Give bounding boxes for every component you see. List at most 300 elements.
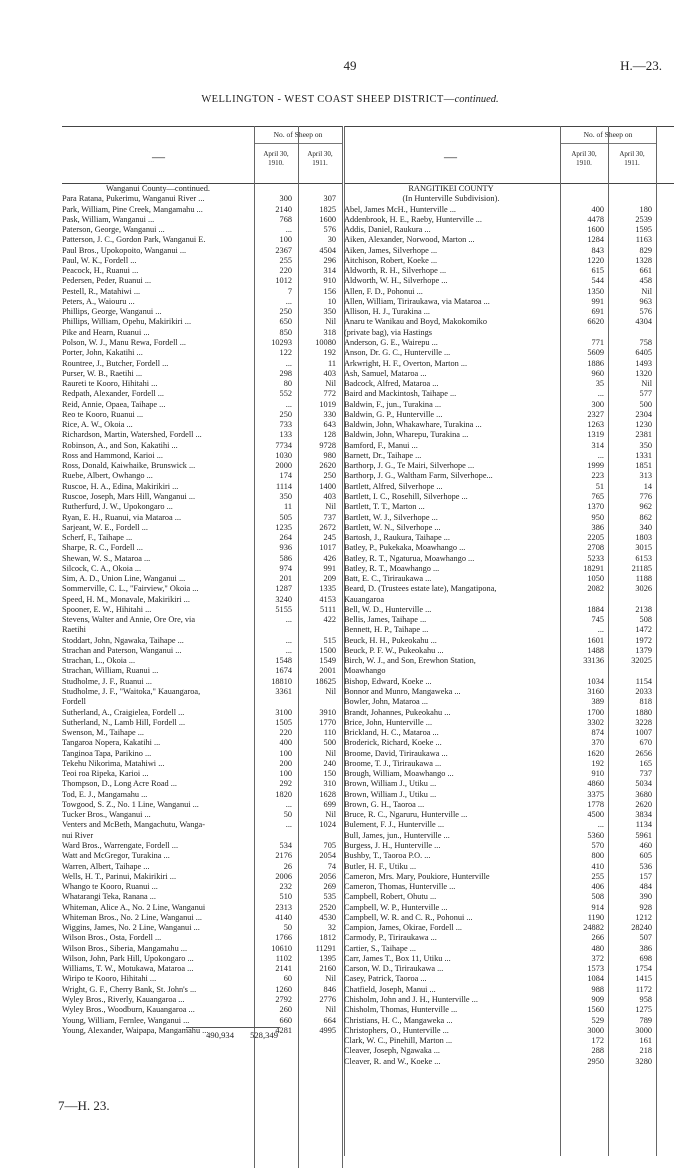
owner-name: Badcock, Alfred, Mataroa ... (344, 379, 439, 389)
sheep-1910: 3361 (275, 687, 292, 697)
owner-name: Silcock, C. A., Okoia ... (62, 563, 142, 573)
owner-name: Anaru te Wanikau and Boyd, Makokomiko (344, 317, 487, 327)
sheep-1910: 1778 (587, 799, 604, 809)
sheep-1910: 5155 (275, 604, 292, 614)
sheep-1911: 10 (327, 296, 336, 306)
table-row (62, 451, 342, 461)
sheep-1911: 1972 (635, 635, 652, 645)
owner-name: Aldworth, W. H., Silverhope ... (344, 276, 448, 286)
owner-name: Arkwright, H. F., Overton, Marton ... (344, 358, 468, 368)
sheep-1910: 3000 (587, 1025, 604, 1035)
table-row (344, 605, 674, 615)
sheep-1911: 161 (639, 1036, 652, 1046)
table-row (62, 933, 342, 943)
owner-name: Carson, W. D., Tiriraukawa ... (344, 964, 444, 974)
owner-name: Watt and McGregor, Turakina ... (62, 851, 170, 861)
table-row (344, 820, 674, 830)
sheep-1911: 157 (639, 871, 652, 881)
table-row (62, 482, 342, 492)
left-table-body (62, 184, 342, 1036)
sheep-1911: 1415 (635, 974, 652, 984)
sheep-1911: 507 (639, 933, 652, 943)
owner-name: Abel, James McH., Hunterville ... (344, 204, 456, 214)
sheep-1911: 1230 (635, 420, 652, 430)
table-row (62, 317, 342, 327)
table-row (344, 995, 674, 1005)
sheep-1911: Nil (641, 286, 652, 296)
sheep-1910: 122 (279, 348, 292, 358)
sheep-1911: 150 (323, 769, 336, 779)
sheep-1910: 2140 (275, 204, 292, 214)
page-footer: 7—H. 23. (58, 1098, 110, 1113)
owner-name: Whatarangi Teka, Ranana ... (62, 892, 156, 902)
sheep-1910: ... (285, 358, 292, 368)
table-row (62, 892, 342, 902)
table-row (62, 205, 342, 215)
table-row (344, 235, 674, 245)
sheep-1910: 4478 (587, 214, 604, 224)
sheep-1911: 4153 (319, 594, 336, 604)
owner-name: Ward Bros., Warrengate, Fordell ... (62, 841, 179, 850)
sheep-1911: 1754 (635, 964, 652, 974)
sheep-1911: 1379 (635, 645, 652, 655)
owner-name: Baldwin, G. P., Hunterville ... (344, 409, 443, 419)
table-row (344, 687, 674, 697)
sheep-1911: 110 (323, 728, 336, 738)
table-row (344, 1046, 674, 1056)
sheep-1911: 1335 (319, 584, 336, 594)
owner-name: Allen, F. D., Pohonui ... (344, 286, 423, 296)
left-column (62, 126, 342, 1126)
sheep-1910: 960 (591, 368, 604, 378)
owner-name: Swenson, M., Taihape ... (62, 728, 144, 738)
sheep-1910: 389 (591, 697, 604, 707)
owner-name: Pike and Hearn, Ruanui ... (62, 327, 150, 337)
table-row (344, 892, 674, 902)
table-row (62, 841, 342, 851)
sheep-1911: 2138 (635, 604, 652, 614)
table-row (344, 205, 674, 215)
sheep-1910: 35 (595, 379, 604, 389)
sheep-1910: 2792 (275, 994, 292, 1004)
right-sheep-label: No. of Sheep on (560, 127, 656, 144)
sheep-1910: 255 (591, 871, 604, 881)
sheep-1911: 980 (323, 450, 336, 460)
sheep-1911: 1188 (635, 574, 652, 584)
sheep-1910: ... (285, 799, 292, 809)
table-row (62, 708, 342, 718)
right-header-dash: — (444, 149, 457, 164)
sheep-1911: 661 (639, 266, 652, 276)
sheep-1911: 3000 (635, 1025, 652, 1035)
sheep-1910: 1884 (587, 604, 604, 614)
table-row (62, 903, 342, 913)
owner-name: Barnett, Dr., Taihape ... (344, 450, 422, 460)
sheep-1911: 758 (639, 337, 652, 347)
sheep-1911: 156 (323, 286, 336, 296)
table-row (62, 492, 342, 502)
owner-name: Brandt, Johannes, Pukeokahu ... (344, 707, 451, 717)
sheep-1911: 330 (323, 409, 336, 419)
table-row (62, 1005, 342, 1015)
owner-name: Bull, James, jun., Hunterville ... (344, 830, 450, 840)
owner-name: Cartier, S., Taihape ... (344, 943, 416, 953)
owner-name: Warren, Albert, Taihape ... (62, 861, 150, 871)
sheep-1910: ... (285, 635, 292, 645)
right-column-header (344, 126, 674, 184)
sheep-1911: 1331 (635, 450, 652, 460)
left-header-dash: — (152, 149, 165, 164)
owner-name: Rountree, J., Butcher, Fordell ... (62, 358, 169, 368)
left-sheep-label: No. of Sheep on (254, 127, 342, 144)
table-row (344, 410, 674, 420)
sheep-1910: 10610 (271, 943, 292, 953)
sheep-1910: 745 (591, 615, 604, 625)
owner-name: Wells, H. T., Parinui, Makirikiri ... (62, 871, 177, 881)
sheep-1910: 11 (284, 502, 292, 512)
table-row (344, 266, 674, 276)
owner-name: Cleaver, R. and W., Koeke ... (344, 1056, 441, 1066)
sheep-1911: 3910 (319, 707, 336, 717)
owner-name: Burgess, J. H., Hunterville ... (344, 841, 441, 850)
sheep-1911: 1880 (635, 707, 652, 717)
table-row (62, 410, 342, 420)
table-row (62, 471, 342, 481)
sheep-1910: 1505 (275, 717, 292, 727)
table-row (344, 574, 674, 584)
sheep-1910: 974 (279, 563, 292, 573)
sheep-1910: 300 (279, 194, 292, 204)
owner-name: Beard, D. (Trustees estate late), Mangatipona, (344, 584, 497, 594)
sheep-1911: 390 (639, 892, 652, 902)
table-row (62, 738, 342, 748)
owner-name: Wilson, John, Park Hill, Upokongaro ... (62, 953, 194, 963)
sheep-1910: ... (597, 625, 604, 635)
owner-name: Carmody, P., Tiriraukawa ... (344, 933, 437, 943)
table-row (62, 882, 342, 892)
sheep-1910: 1600 (587, 225, 604, 235)
owner-name: Bulement, F. J., Hunterville ... (344, 820, 445, 830)
table-row (62, 954, 342, 964)
table-row (344, 430, 674, 440)
owner-name: Anderson, G. E., Wairepu ... (344, 337, 438, 347)
sheep-1910: 1260 (275, 984, 292, 994)
sheep-1910: 250 (279, 409, 292, 419)
table-row (344, 851, 674, 861)
sheep-1911: 508 (639, 615, 652, 625)
sheep-1910: 1114 (276, 481, 292, 491)
sheep-1911: 3834 (635, 810, 652, 820)
sheep-1910: 1084 (587, 974, 604, 984)
sheep-1910: ... (285, 820, 292, 830)
owner-name: Bruce, R. C., Ngaruru, Hunterville ... (344, 810, 468, 820)
sheep-1911: 699 (323, 799, 336, 809)
sheep-1911: Nil (641, 379, 652, 389)
sheep-1911: 2520 (319, 902, 336, 912)
sheep-1911: 3680 (635, 789, 652, 799)
owner-name: (In Hunterville Subdivision). (402, 194, 500, 204)
sheep-1910: 874 (591, 728, 604, 738)
sheep-1911: 1395 (319, 953, 336, 963)
sheep-1910: 691 (591, 307, 604, 317)
table-row (62, 790, 342, 800)
table-row (344, 523, 674, 533)
sheep-1911: 1812 (319, 933, 336, 943)
sheep-1910: 950 (591, 512, 604, 522)
sheep-1911: 11 (328, 358, 336, 368)
owner-name: Bartlett, W. N., Silverhope ... (344, 522, 441, 532)
owner-name: Clark, W. C., Pinehill, Marton ... (344, 1036, 453, 1046)
sheep-1910: 2313 (275, 902, 292, 912)
table-row (62, 276, 342, 286)
table-row (344, 369, 674, 379)
sheep-1911: 269 (323, 882, 336, 892)
sheep-1910: 1370 (587, 502, 604, 512)
owner-name: Addenbrook, H. E., Raeby, Hunterville ... (344, 214, 482, 224)
sheep-1911: 1275 (635, 1005, 652, 1015)
sheep-1911: 4304 (635, 317, 652, 327)
sheep-1910: 765 (591, 491, 604, 501)
sheep-1910: 3302 (587, 717, 604, 727)
sheep-1910: 510 (279, 892, 292, 902)
table-row (344, 338, 674, 348)
sheep-1911: 910 (323, 276, 336, 286)
table-row (344, 708, 674, 718)
owner-name: Ash, Samuel, Mataroa ... (344, 368, 427, 378)
sheep-1910: ... (285, 399, 292, 409)
sheep-1911: 1212 (635, 912, 652, 922)
sheep-1910: 1548 (275, 656, 292, 666)
sheep-1910: 410 (591, 861, 604, 871)
table-row (344, 287, 674, 297)
owner-name: Brice, John, Hunterville ... (344, 717, 433, 727)
sheep-1911: 28240 (631, 923, 652, 933)
total-1911: 528,349 (250, 1030, 278, 1040)
sheep-1910: ... (285, 615, 292, 625)
sheep-1910: 1220 (587, 255, 604, 265)
table-row (344, 749, 674, 759)
owner-name: Cameron, Mrs. Mary, Poukiore, Hunterville (344, 871, 490, 881)
sheep-1911: 192 (323, 348, 336, 358)
table-row (344, 451, 674, 461)
owner-name: Baldwin, John, Whakawhare, Turakina ... (344, 420, 482, 430)
sheep-1910: 2950 (587, 1056, 604, 1066)
sheep-1911: 1007 (635, 728, 652, 738)
sheep-1910: 5233 (587, 553, 604, 563)
owner-name: Brown, William J., Utiku ... (344, 789, 437, 799)
owner-name: Chatfield, Joseph, Manui ... (344, 984, 436, 994)
sheep-1911: 1017 (319, 543, 336, 553)
table-row (344, 584, 674, 594)
sheep-1911: 5961 (635, 830, 652, 840)
owner-name: Baldwin, John, Wharepu, Turakina ... (344, 430, 469, 440)
sheep-1911: 6153 (635, 553, 652, 563)
sheep-1911: 458 (639, 276, 652, 286)
owner-name: Rutherfurd, J. W., Upokongaro ... (62, 502, 173, 512)
sheep-1911: Nil (325, 748, 336, 758)
table-row (344, 554, 674, 564)
sheep-1910: 2141 (275, 964, 292, 974)
sheep-1911: 500 (323, 738, 336, 748)
sheep-1911: 245 (323, 533, 336, 543)
owner-name: Studholme, J. F., "Waitoka," Kauangaroa, (62, 687, 201, 697)
table-row (62, 266, 342, 276)
sheep-1910: 914 (591, 902, 604, 912)
sheep-1911: 4504 (319, 245, 336, 255)
table-row (62, 728, 342, 738)
table-row (62, 502, 342, 512)
sheep-1910: 508 (591, 892, 604, 902)
sheep-1911: Nil (325, 317, 336, 327)
sheep-1911: 958 (639, 994, 652, 1004)
owner-name: Butler, H. F., Utiku ... (344, 861, 417, 871)
sheep-1911: 772 (323, 389, 336, 399)
owner-name: Paul, W. K., Fordell ... (62, 255, 137, 265)
owner-name: Porter, John, Kakatihi ... (62, 348, 143, 358)
sheep-1910: 1190 (587, 912, 604, 922)
table-row (62, 666, 342, 676)
sheep-1911: 5034 (635, 779, 652, 789)
sheep-1910: 2082 (587, 584, 604, 594)
owner-name: Brown, William J., Utiku ... (344, 779, 437, 789)
sheep-1911: 515 (323, 635, 336, 645)
owner-name: Strachan, William, Ruanui ... (62, 666, 159, 676)
sheep-1910: 909 (591, 994, 604, 1004)
owner-name: Towgood, S. Z., No. 1 Line, Wanganui ... (62, 799, 199, 809)
owner-name: Redpath, Alexander, Fordell ... (62, 389, 164, 399)
sheep-1911: 829 (639, 245, 652, 255)
sheep-1911: 9728 (319, 440, 336, 450)
sheep-1910: 1488 (587, 645, 604, 655)
sheep-1911: 2776 (319, 994, 336, 1004)
table-row (62, 307, 342, 317)
owner-name: Raureti te Kooro, Hihitahi ... (62, 379, 158, 389)
table-row (344, 297, 674, 307)
owner-name: Raetihi (62, 625, 86, 635)
table-row (344, 831, 674, 841)
owner-name: Wyley Bros., Riverly, Kauangaroa ... (62, 994, 185, 1004)
sheep-1911: 1803 (635, 533, 652, 543)
table-row (344, 1016, 674, 1026)
sheep-1911: 1154 (635, 676, 652, 686)
sheep-1910: 1820 (275, 789, 292, 799)
table-row (62, 769, 342, 779)
table-row (344, 862, 674, 872)
sheep-1911: 789 (639, 1015, 652, 1025)
sheep-1910: 26 (283, 861, 292, 871)
table-row (62, 554, 342, 564)
table-row (344, 697, 674, 707)
table-row (344, 359, 674, 369)
owner-name: Aiken, Alexander, Norwood, Marton ... (344, 235, 475, 245)
table-row (344, 954, 674, 964)
owner-name: Batley, R. T., Ngaturua, Moawhango ... (344, 553, 475, 563)
sheep-1910: 350 (279, 491, 292, 501)
owner-name: Whiteman Bros., No. 2 Line, Wanganui ... (62, 912, 202, 922)
sheep-1911: 737 (323, 512, 336, 522)
sheep-1911: 698 (639, 953, 652, 963)
table-row (62, 656, 342, 666)
sheep-1910: 33136 (583, 656, 604, 666)
table-row (62, 543, 342, 553)
table-row (344, 543, 674, 553)
sheep-1911: 4530 (319, 912, 336, 922)
owner-name: Strachan and Paterson, Wanganui ... (62, 645, 182, 655)
sheep-1911: 318 (323, 327, 336, 337)
table-row (62, 246, 342, 256)
sheep-1911: Nil (325, 379, 336, 389)
sheep-1910: 936 (279, 543, 292, 553)
sheep-1911: 3026 (635, 584, 652, 594)
table-row (344, 985, 674, 995)
table-row (344, 769, 674, 779)
sheep-1910: 1999 (587, 461, 604, 471)
owner-name: Campbell, W. P., Hunterville ... (344, 902, 448, 912)
sheep-1911: 5111 (320, 604, 336, 614)
section-heading (62, 184, 342, 194)
sheep-1911: 240 (323, 758, 336, 768)
table-row (62, 820, 342, 830)
sheep-1910: 771 (591, 337, 604, 347)
sheep-1911: 991 (323, 563, 336, 573)
table-row (62, 800, 342, 810)
sheep-1911: 535 (323, 892, 336, 902)
owner-name: Thompson, D., Long Acre Road ... (62, 779, 177, 789)
right-year2-header: April 30, 1911. (619, 150, 645, 167)
sheep-1911: Nil (325, 810, 336, 820)
table-row (62, 831, 342, 841)
sheep-1910: 255 (279, 255, 292, 265)
sheep-1911: 307 (323, 194, 336, 204)
sheep-1910: 80 (283, 379, 292, 389)
sheep-1910: 1319 (587, 430, 604, 440)
owner-name: Aiken, James, Silverhope ... (344, 245, 438, 255)
sheep-1910: 174 (279, 471, 292, 481)
table-row (344, 1005, 674, 1015)
sheep-1911: 1024 (319, 820, 336, 830)
sheep-1911: 862 (639, 512, 652, 522)
table-row (344, 903, 674, 913)
owner-name: Para Ratana, Pukerimu, Wanganui River ... (62, 194, 205, 204)
owner-name: Christians, H. C., Mangaweka ... (344, 1015, 453, 1025)
owner-name: Scherf, F., Taihape ... (62, 533, 133, 543)
owner-name: Park, William, Pine Creek, Mangamahu ... (62, 204, 203, 214)
sheep-1910: 3100 (275, 707, 292, 717)
sheep-1910: 1284 (587, 235, 604, 245)
sheep-1910: 406 (591, 882, 604, 892)
sheep-1911: 576 (639, 307, 652, 317)
owner-name: Chisholm, Thomas, Hunterville ... (344, 1005, 458, 1015)
table-row (62, 379, 342, 389)
owner-name: Wilson Bros., Osta, Fordell ... (62, 933, 162, 943)
sheep-1911: 4995 (319, 1025, 336, 1035)
sheep-1911: 11291 (315, 943, 336, 953)
sheep-1911: 484 (639, 882, 652, 892)
sheep-1911: 664 (323, 1015, 336, 1025)
sheep-1910: 1012 (275, 276, 292, 286)
sheep-1911: 218 (639, 1046, 652, 1056)
sheep-1910: 1674 (275, 666, 292, 676)
sheep-1910: 18291 (583, 563, 604, 573)
sheep-1911: 577 (639, 389, 652, 399)
owner-name: Tucker Bros., Wanganui ... (62, 810, 151, 820)
table-row (62, 872, 342, 882)
sheep-1910: 1886 (587, 358, 604, 368)
table-row (344, 656, 674, 666)
sheep-1911: 1472 (635, 625, 652, 635)
sheep-1910: 172 (591, 1036, 604, 1046)
owner-name: Bell, W. D., Hunterville ... (344, 604, 432, 614)
